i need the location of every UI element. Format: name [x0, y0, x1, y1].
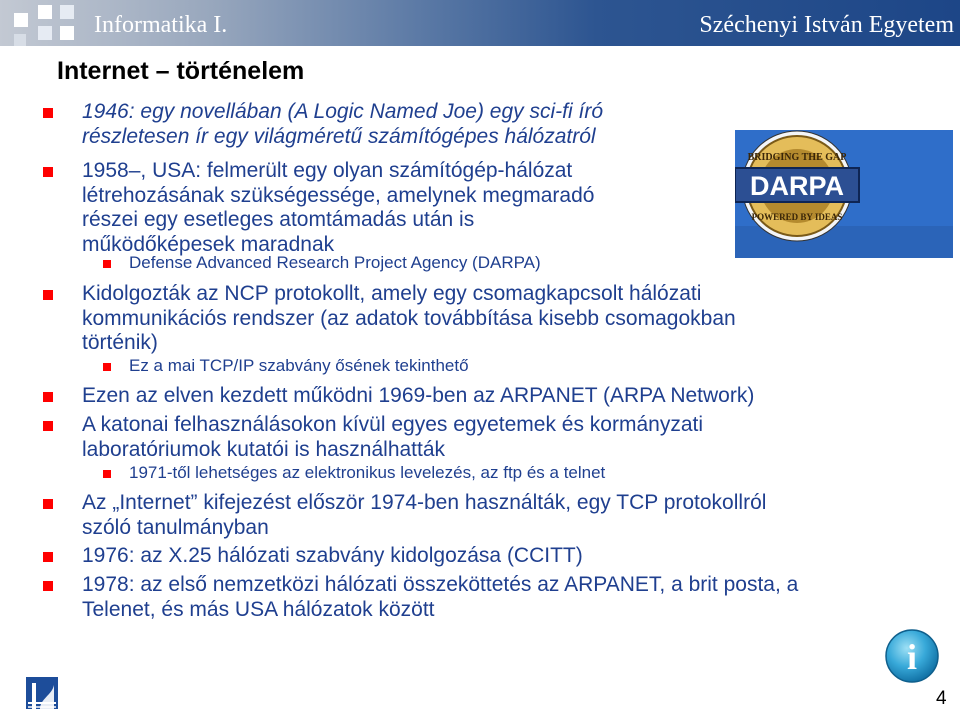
bullet-marker — [43, 108, 53, 118]
bullet-text-line: történik) — [82, 331, 158, 354]
bullet-text-line: Telenet, és más USA hálózatok között — [82, 597, 435, 621]
bullet-text-line: részletesen ír egy világméretű számítógépes hálózatról — [82, 124, 596, 148]
bullet-marker — [43, 581, 53, 591]
bullet-text-line: működőképesek maradnak — [82, 232, 335, 256]
bullet-marker — [103, 260, 111, 268]
info-icon[interactable] — [884, 628, 940, 684]
darpa-bottom-text: POWERED BY IDEAS — [751, 212, 843, 222]
bullet-marker — [43, 167, 53, 177]
bullet-marker — [43, 421, 53, 431]
header-bar — [0, 0, 960, 46]
darpa-top-text: BRIDGING THE GAP — [747, 152, 847, 163]
bullet-text-line: 1976: az X.25 hálózati szabvány kidolgozása (CCITT) — [82, 544, 583, 567]
slide-title: Internet – történelem — [57, 57, 305, 85]
bullet-marker — [103, 363, 111, 371]
bullet-text-line: 1971-től lehetséges az elektronikus levelezés, az ftp és a telnet — [129, 463, 606, 482]
bullet-text-line: Ez a mai TCP/IP szabvány ősének tekinthető — [129, 356, 469, 375]
bullet-marker — [43, 499, 53, 509]
page-number: 4 — [936, 688, 947, 709]
university-name: Széchenyi István Egyetem — [699, 12, 954, 38]
bullet-text-line: 1946: egy novellában (A Logic Named Joe) egy sci-fi író — [82, 100, 604, 123]
bullet-text-line: laboratóriumok kutatói is használhatták — [82, 437, 446, 461]
bullet-text-line: szóló tanulmányban — [82, 515, 269, 539]
bullet-text-line: Defense Advanced Research Project Agency (DARPA) — [129, 253, 541, 272]
bullet-text-line: 1958–, USA: felmerült egy olyan számítógép-hálózat — [82, 159, 573, 182]
header-decor-square — [38, 5, 52, 19]
bullet-marker — [43, 290, 53, 300]
header-decor-square — [60, 5, 74, 19]
bullet-text-line: részei egy esetleges atomtámadás után is — [82, 208, 475, 231]
header-decor-square — [14, 34, 26, 46]
header-decor-square — [14, 13, 28, 27]
bullet-text-line: kommunikációs rendszer (az adatok továbbítása kisebb csomagokban — [82, 306, 736, 330]
bullet-marker — [103, 470, 111, 478]
header-decor-square — [60, 26, 74, 40]
info-icon-glyph: i — [906, 637, 918, 677]
header-decor-square — [38, 26, 52, 40]
darpa-logo — [735, 130, 953, 258]
bullet-marker — [43, 552, 53, 562]
bullet-marker — [43, 392, 53, 402]
bullet-text-line: A katonai felhasználásokon kívül egyes egyetemek és kormányzati — [82, 413, 704, 436]
course-title: Informatika I. — [94, 12, 228, 38]
university-logo — [22, 673, 62, 713]
bullet-text-line: 1978: az első nemzetközi hálózati összeköttetés az ARPANET, a brit posta, a — [82, 573, 799, 596]
darpa-main-text: DARPA — [750, 171, 844, 201]
bullet-text-line: létrehozásának szükségessége, amelynek megmaradó — [82, 183, 595, 207]
bullet-text-line: Kidolgozták az NCP protokollt, amely egy csomagkapcsolt hálózati — [82, 282, 702, 305]
bullet-text-line: Ezen az elven kezdett működni 1969-ben az ARPANET (ARPA Network) — [82, 384, 755, 407]
bullet-text-line: Az „Internet” kifejezést először 1974-ben használták, egy TCP protokollról — [82, 491, 767, 514]
